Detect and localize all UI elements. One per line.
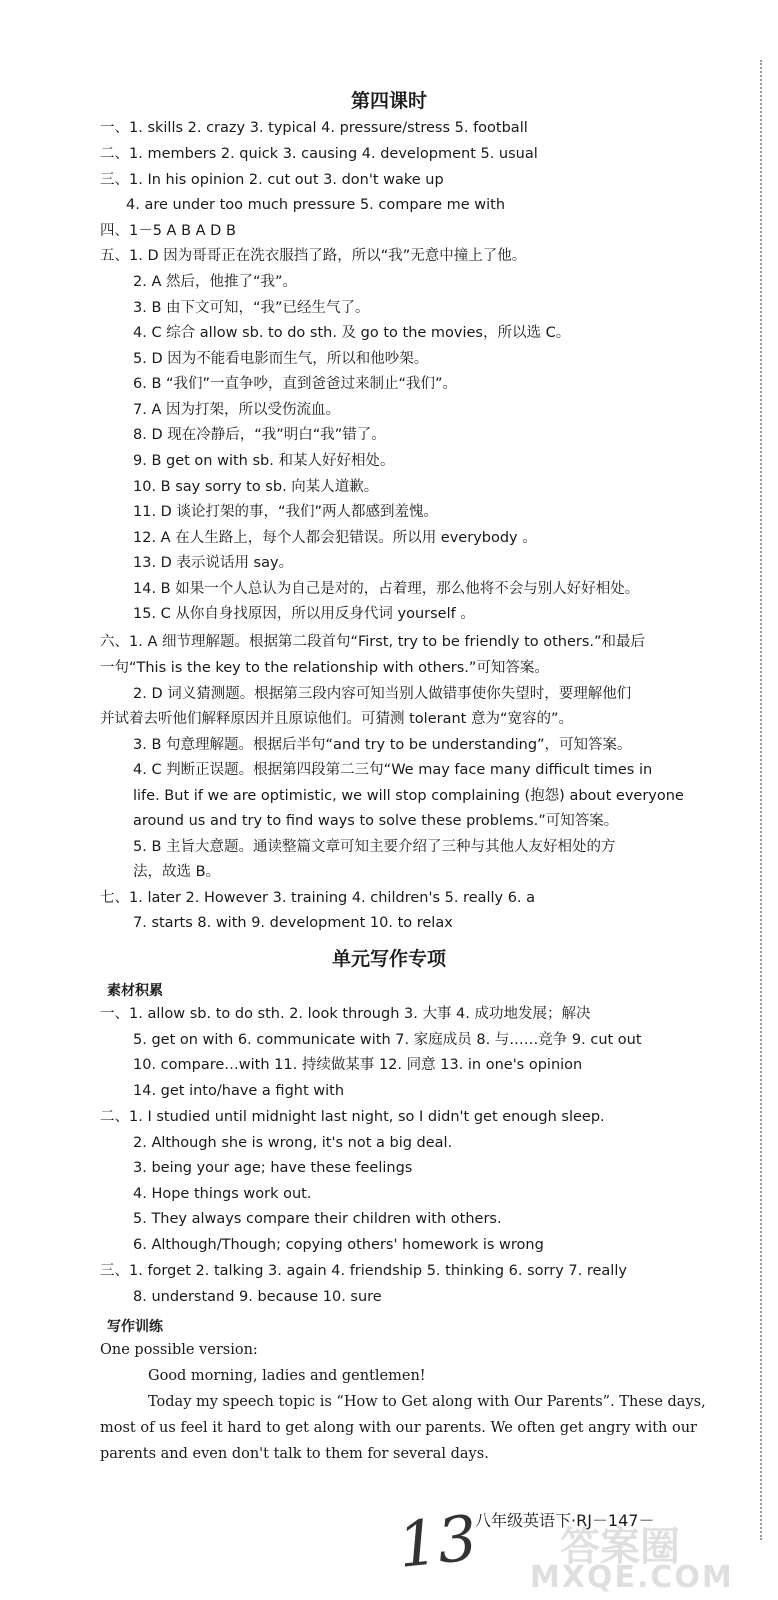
essay-line: most of us feel it hard to get along with our parents. We often get angry with our: [100, 1420, 697, 1436]
answer-line: 五、1. D 因为哥哥正在洗衣服挡了路，所以“我”无意中撞上了他。: [100, 248, 527, 264]
answer-line: 六、1. A 细节理解题。根据第二段首句“First, try to be friendly to others.”和最后: [100, 634, 646, 650]
essay-line: Good morning, ladies and gentlemen!: [148, 1368, 426, 1384]
answer-line: 2. D 词义猜测题。根据第三段内容可知当别人做错事使你失望时，要理解他们: [133, 686, 632, 702]
handwritten-page-number: 13: [394, 1501, 481, 1582]
answer-line: 三、1. In his opinion 2. cut out 3. don't wake up: [100, 172, 444, 188]
answer-line: 七、1. later 2. However 3. training 4. children's 5. really 6. a: [100, 890, 536, 906]
answer-line: 6. Although/Though; copying others' homework is wrong: [133, 1237, 544, 1253]
answer-line: 9. B get on with sb. 和某人好好相处。: [133, 453, 395, 469]
answer-line: 4. C 判断正误题。根据第四段第二三句“We may face many difficult times in: [133, 762, 653, 778]
answer-line: 一、1. skills 2. crazy 3. typical 4. pressure/stress 5. football: [100, 120, 528, 136]
answer-line: 3. being your age; have these feelings: [133, 1160, 413, 1176]
answer-line: 2. Although she is wrong, it's not a big deal.: [133, 1135, 453, 1151]
answer-line: 5. B 主旨大意题。通读整篇文章可知主要介绍了三种与其他人友好相处的方: [133, 839, 616, 855]
answer-line: 15. C 从你自身找原因，所以用反身代词 yourself 。: [133, 606, 475, 622]
watermark-logo: 答案圈: [560, 1524, 680, 1570]
answer-line: 5. get on with 6. communicate with 7. 家庭成员 8. 与……竞争 9. cut out: [133, 1032, 642, 1048]
answer-line: 法，故选 B。: [133, 864, 221, 880]
answer-line: 12. A 在人生路上，每个人都会犯错误。所以用 everybody 。: [133, 530, 537, 546]
answer-line: 二、1. members 2. quick 3. causing 4. development 5. usual: [100, 146, 538, 162]
answer-line: 2. A 然后，他推了“我”。: [133, 274, 297, 290]
page-footer: 八年级英语下·RJ－147－: [475, 1511, 655, 1530]
answer-line: 8. understand 9. because 10. sure: [133, 1289, 382, 1305]
answer-line: 4. are under too much pressure 5. compare me with: [126, 197, 506, 213]
essay-line: parents and even don't talk to them for several days.: [100, 1446, 489, 1462]
answer-line: 5. They always compare their children with others.: [133, 1211, 502, 1227]
answer-line: 10. B say sorry to sb. 向某人道歉。: [133, 479, 379, 495]
section-title-lesson4: 第四课时: [350, 90, 427, 112]
answer-line: 14. B 如果一个人总认为自己是对的，占着理，那么他将不会与别人好好相处。: [133, 581, 640, 597]
answer-line: 3. B 句意理解题。根据后半句“and try to be understanding”，可知答案。: [133, 737, 632, 753]
answer-line: 7. starts 8. with 9. development 10. to relax: [133, 915, 453, 931]
answer-line: life. But if we are optimistic, we will stop complaining (抱怨) about everyone: [133, 788, 684, 804]
answer-line: 并试着去听他们解释原因并且原谅他们。可猜测 tolerant 意为“宽容的”。: [100, 711, 573, 727]
answer-line: 14. get into/have a fight with: [133, 1083, 345, 1099]
answer-line: 8. D 现在冷静后，“我”明白“我”错了。: [133, 427, 386, 443]
essay-line: Today my speech topic is “How to Get along with Our Parents”. These days,: [148, 1394, 706, 1410]
cut-line: [760, 60, 762, 1540]
answer-line: around us and try to find ways to solve these problems.”可知答案。: [133, 813, 619, 829]
answer-line: 四、1－5 A B A D B: [100, 223, 236, 239]
subtitle-writing-practice: 写作训练: [107, 1319, 163, 1335]
answer-line: 一、1. allow sb. to do sth. 2. look through 3. 大事 4. 成功地发展；解决: [100, 1006, 591, 1022]
answer-line: 3. B 由下文可知，“我”已经生气了。: [133, 300, 370, 316]
answer-line: 7. A 因为打架，所以受伤流血。: [133, 402, 340, 418]
answer-line: 4. C 综合 allow sb. to do sth. 及 go to the movies，所以选 C。: [133, 325, 571, 341]
answer-line: 二、1. I studied until midnight last night, so I didn't get enough sleep.: [100, 1109, 605, 1125]
subtitle-materials: 素材积累: [107, 983, 163, 999]
watermark-url: MXQE.COM: [530, 1560, 734, 1595]
answer-line: 10. compare…with 11. 持续做某事 12. 同意 13. in one's opinion: [133, 1057, 583, 1073]
answer-line: 一句“This is the key to the relationship with others.”可知答案。: [100, 660, 549, 676]
answer-line: 4. Hope things work out.: [133, 1186, 312, 1202]
answer-line: 三、1. forget 2. talking 3. again 4. friendship 5. thinking 6. sorry 7. really: [100, 1263, 627, 1279]
answer-line: 5. D 因为不能看电影而生气，所以和他吵架。: [133, 351, 429, 367]
answer-line: 13. D 表示说话用 say。: [133, 555, 294, 571]
essay-line: One possible version:: [100, 1342, 258, 1358]
answer-line: 11. D 谈论打架的事，“我们”两人都感到羞愧。: [133, 504, 438, 520]
answer-line: 6. B “我们”一直争吵，直到爸爸过来制止“我们”。: [133, 376, 458, 392]
section-title-writing: 单元写作专项: [331, 948, 446, 970]
